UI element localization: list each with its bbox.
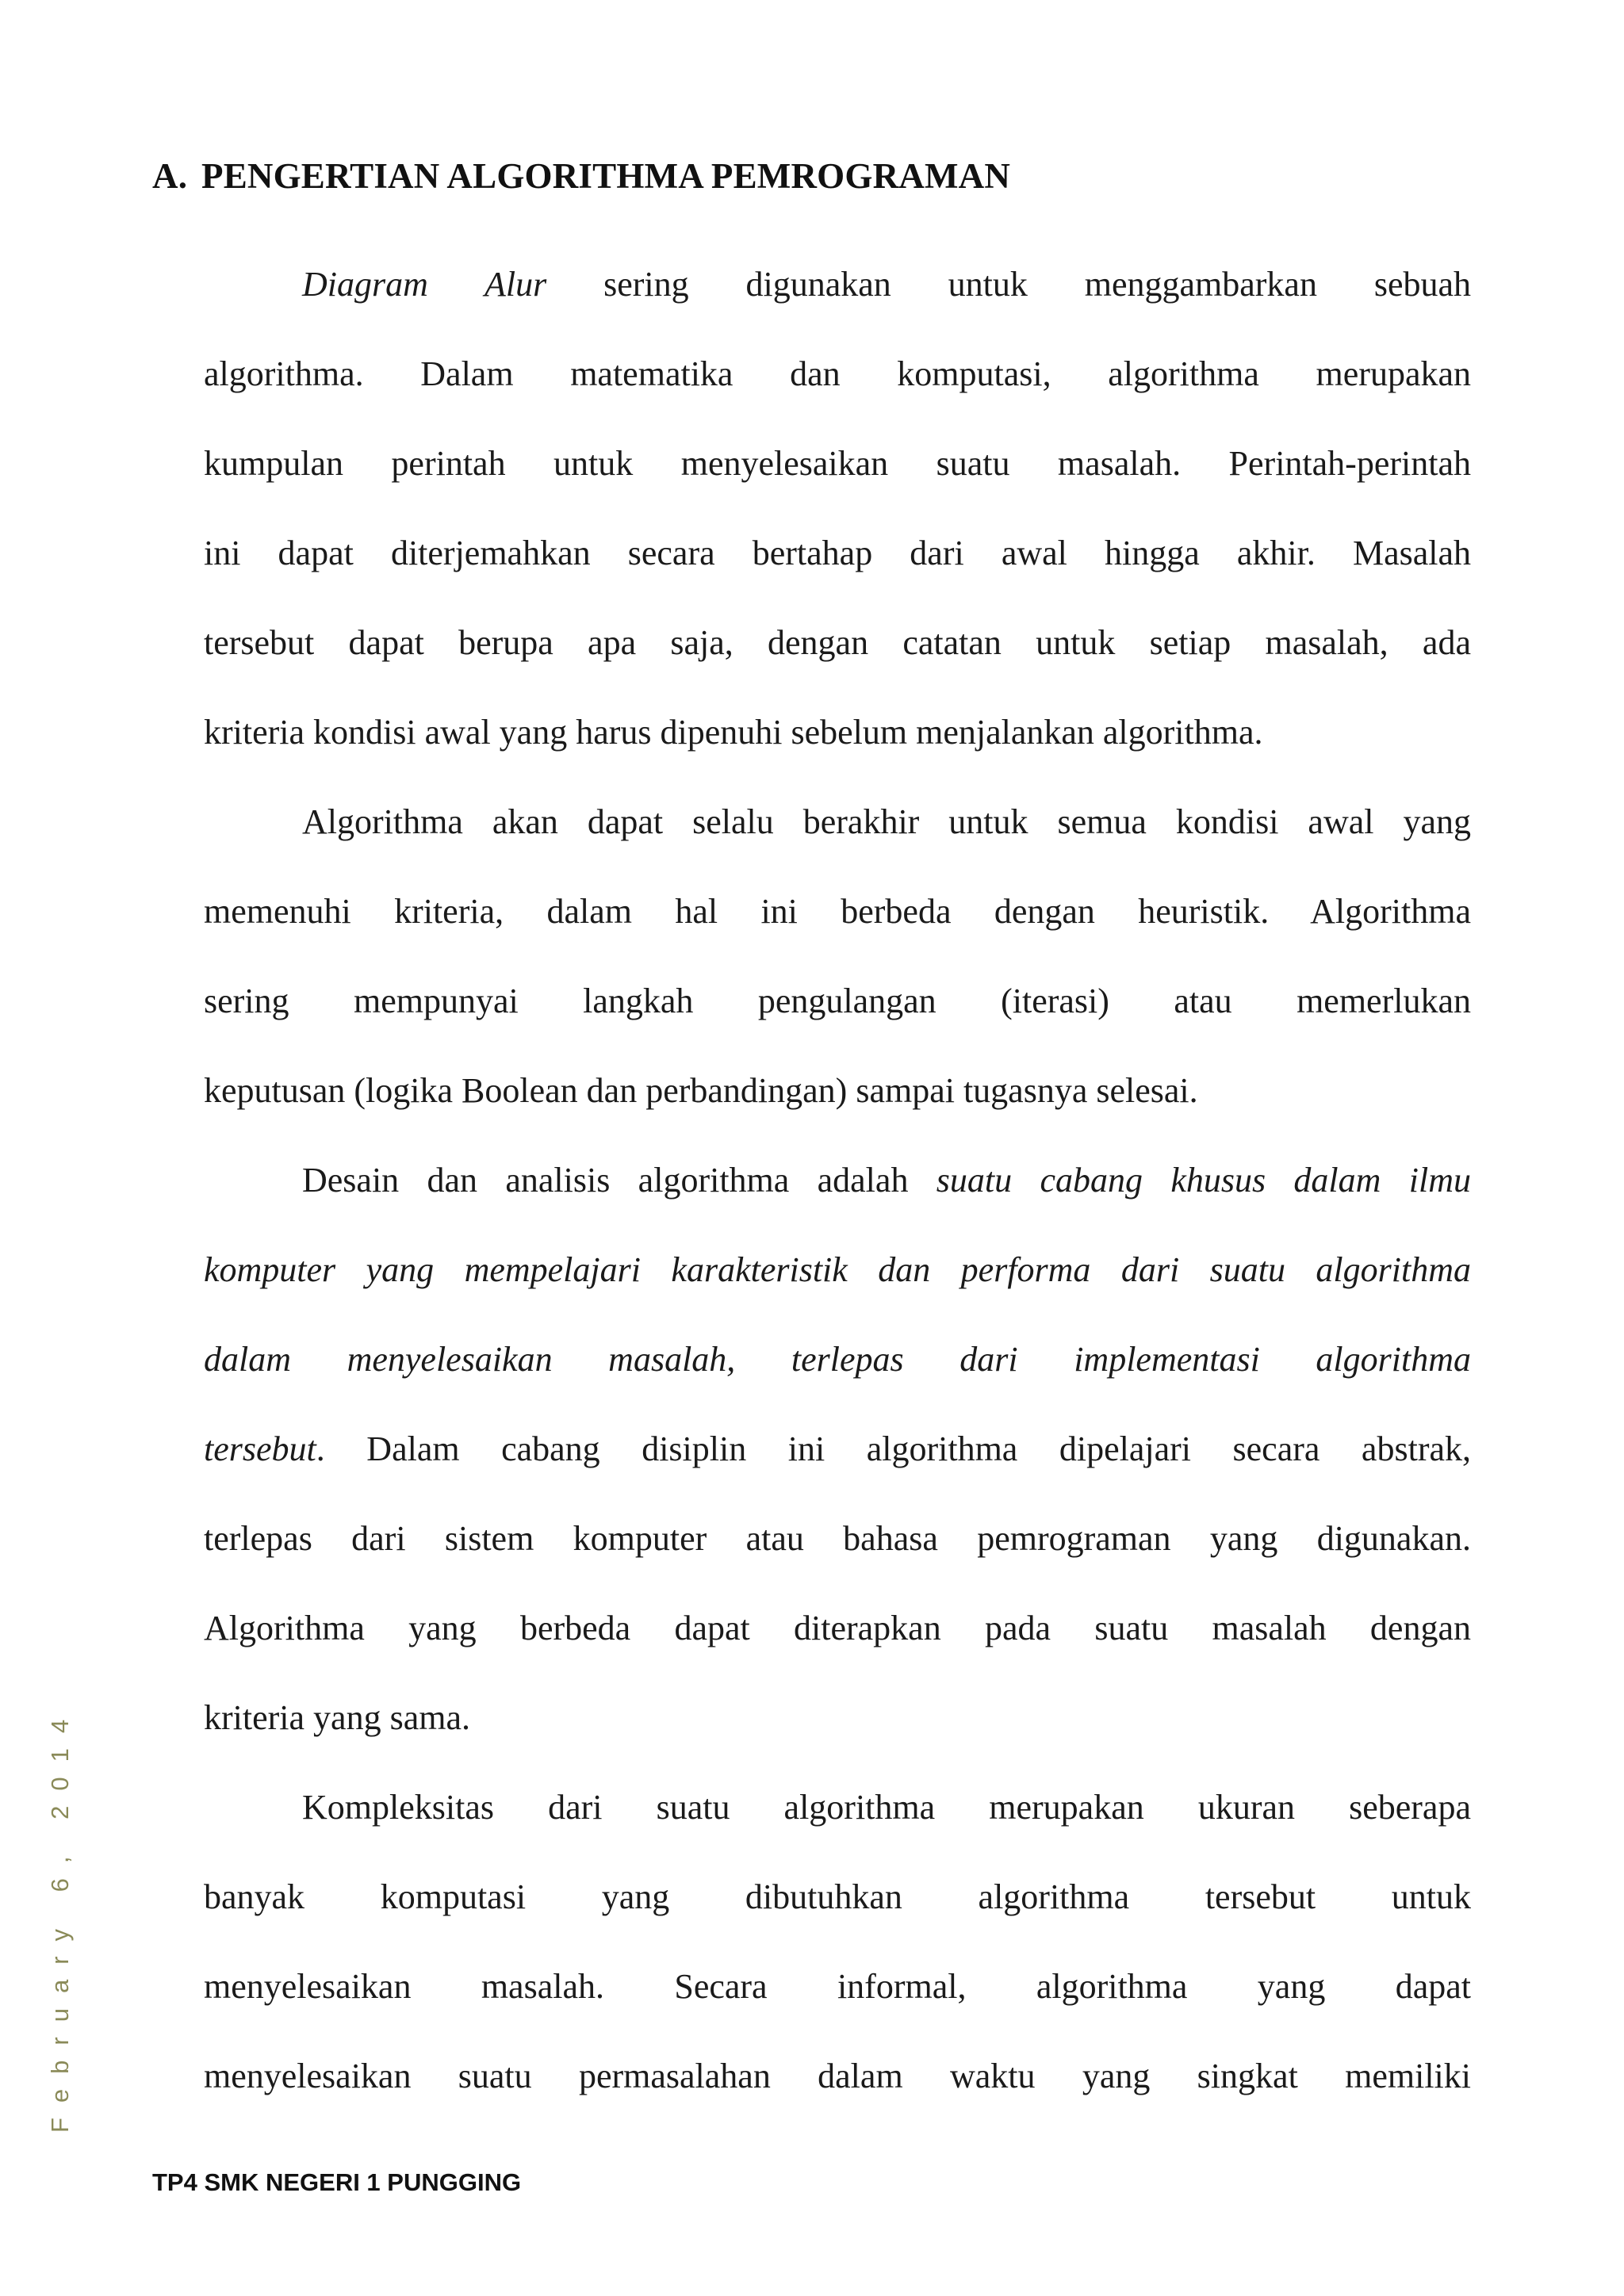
text-line: [204, 867, 1471, 956]
section-title: PENGERTIAN ALGORITHMA PEMROGRAMAN: [201, 156, 1011, 196]
text-line: [204, 1404, 1471, 1494]
text-line: [204, 777, 1471, 867]
text-line: [204, 239, 1471, 329]
text-span: keputusan (logika Boolean dan perbandingan) sampai tugasnya selesai.: [204, 1071, 1198, 1110]
text-line: [204, 598, 1471, 687]
text-span: memenuhi kriteria, dalam hal ini berbeda dengan heuristik. Algorithma: [204, 892, 1471, 931]
italic-text: komputer yang mempelajari karakteristik dan performa dari suatu algorithma: [204, 1250, 1471, 1289]
text-span: menyelesaikan suatu permasalahan dalam waktu yang singkat memiliki: [204, 2057, 1471, 2095]
body-text: [204, 239, 1471, 2121]
italic-text: suatu cabang khusus dalam ilmu: [936, 1161, 1471, 1200]
text-span: kriteria kondisi awal yang harus dipenuhi sebelum menjalankan algorithma.: [204, 713, 1263, 752]
text-span: kumpulan perintah untuk menyelesaikan suatu masalah. Perintah-perintah: [204, 444, 1471, 483]
text-span: Algorithma akan dapat selalu berakhir untuk semua kondisi awal yang: [302, 802, 1471, 841]
text-line: [204, 419, 1471, 508]
page-footer: TP4 SMK NEGERI 1 PUNGGING: [152, 2168, 522, 2196]
italic-text: Diagram Alur: [302, 265, 547, 304]
section-number: A.: [152, 156, 188, 196]
text-line: [204, 508, 1471, 598]
text-span: Desain dan analisis algorithma adalah: [302, 1161, 936, 1200]
text-line: [204, 1225, 1471, 1314]
text-span: sering mempunyai langkah pengulangan (iterasi) atau memerlukan: [204, 982, 1471, 1020]
section-heading: [152, 155, 1010, 197]
text-line: [204, 1673, 1471, 1762]
text-line: [204, 1942, 1471, 2031]
text-span: banyak komputasi yang dibutuhkan algorithma tersebut untuk: [204, 1877, 1471, 1916]
text-span: sering digunakan untuk menggambarkan sebuah: [546, 265, 1471, 304]
text-span: menyelesaikan masalah. Secara informal, algorithma yang dapat: [204, 1967, 1471, 2006]
text-span: terlepas dari sistem komputer atau bahasa pemrograman yang digunakan.: [204, 1519, 1471, 1558]
text-line: [204, 687, 1471, 777]
side-date: February 6, 2014: [46, 1704, 74, 2133]
text-line: [204, 956, 1471, 1046]
text-span: Kompleksitas dari suatu algorithma merupakan ukuran seberapa: [302, 1788, 1471, 1827]
text-span: tersebut dapat berupa apa saja, dengan catatan untuk setiap masalah, ada: [204, 623, 1471, 662]
text-line: [204, 2031, 1471, 2121]
text-span: kriteria yang sama.: [204, 1698, 470, 1737]
text-line: [204, 1314, 1471, 1404]
text-span: algorithma. Dalam matematika dan komputasi, algorithma merupakan: [204, 354, 1471, 393]
text-line: [204, 329, 1471, 419]
italic-text: tersebut: [204, 1429, 316, 1468]
text-line: [204, 1762, 1471, 1852]
text-line: [204, 1852, 1471, 1942]
text-span: Algorithma yang berbeda dapat diterapkan pada suatu masalah dengan: [204, 1609, 1471, 1647]
text-span: ini dapat diterjemahkan secara bertahap dari awal hingga akhir. Masalah: [204, 534, 1471, 572]
italic-text: dalam menyelesaikan masalah, terlepas dari implementasi algorithma: [204, 1340, 1471, 1379]
text-line: [204, 1046, 1471, 1135]
text-line: [204, 1494, 1471, 1583]
text-line: [204, 1135, 1471, 1225]
text-line: [204, 1583, 1471, 1673]
text-span: . Dalam cabang disiplin ini algorithma dipelajari secara abstrak,: [316, 1429, 1471, 1468]
